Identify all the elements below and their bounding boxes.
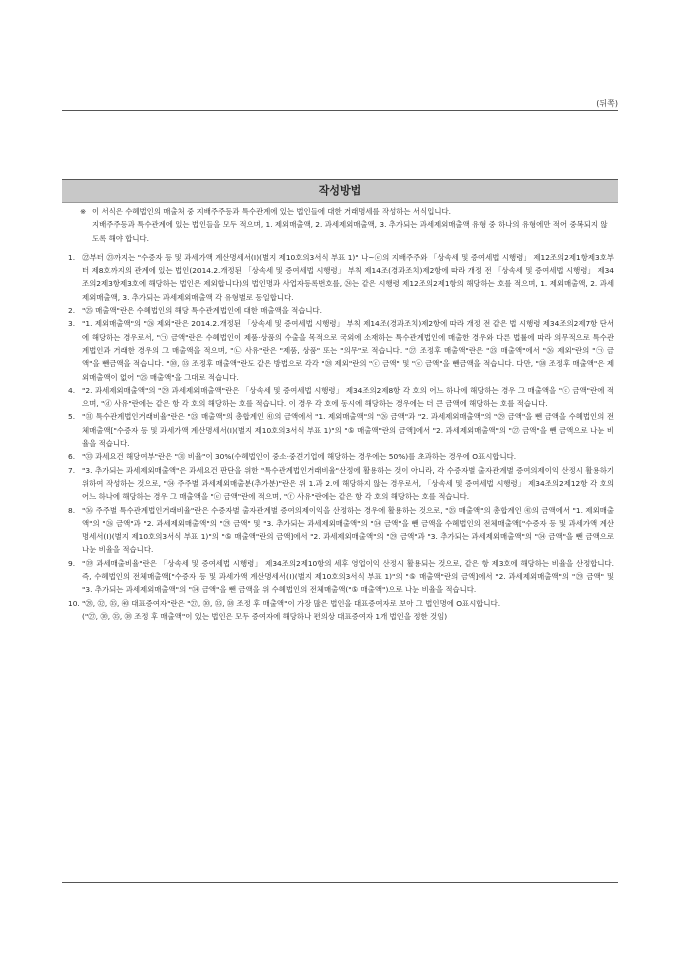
- list-item: [68, 384, 614, 411]
- item-number: 10.: [68, 598, 80, 608]
- intro-paragraph: [68, 205, 614, 245]
- item-number: 8.: [68, 505, 76, 515]
- item-text: "㊱ 주주별 특수관계법인거래비율"란은 수증자별 출자관계별 증여의제이익을 산정하는 경우에 활용하는 것으로, "㉕ 매출액"의 총합계인 ㊶의 금액에서 "1. 제외매출액"의 "㉖ 금액"과 "2. 과세제외매출액"의 "㉙ 금액" 및 "3. 추가되는 과세제외매출액"의 "㉞ 금액"을 뺀 금액을 수혜법인의 전체매출액["수증자 등 및 과세가액 계산명세서(Ⅰ)(별지 제10호의3서식 부표 1)"의 "⑤ 매출액"란의 금액]에서 "2. 과세제외매출액"의 "㉙ 금액"과 "3. 추가되는 과세제외매출액"의 "㉞ 금액"을 뺀 금액으로 나눈 비율을 적습니다.: [82, 505, 614, 555]
- item-text: "㉛ 특수관계법인거래비율"란은 "㉕ 매출액"의 총합계인 ㊶의 금액에서 "1. 제외매출액"의 "㉖ 금액"과 "2. 과세제외매출액"의 "㉙ 금액"을 뺀 금액을 수혜법인의 전체매출액["수증자 등 및 과세가액 계산명세서(Ⅰ)(별지 제10호의3서식 부표 1)"의 "⑤ 매출액"란의 금액]에서 "2. 과세제외매출액"의 "㉗ 금액"을 뺀 금액으로 나눈 비율을 적습니다.: [82, 412, 614, 449]
- section-title: 작성방법: [62, 179, 618, 203]
- item-number: 3.: [68, 319, 76, 329]
- item-text: "㉝ 과세요건 해당여부"란은 "㉛ 비율"이 30%(수혜법인이 중소·중견기업에 해당하는 경우에는 50%)를 초과하는 경우에 O표시합니다.: [82, 452, 517, 462]
- item-text: ㉒부터 ㉓까지는 "수증자 등 및 과세가액 계산명세서(Ⅰ)(별지 제10호의3서식 부표 1)" 나~ⓔ의 지배주주와 「상속세 및 증여세법 시행령」 제12조의2제1항제3호부터 제8호까지의 관계에 있는 법인(2014.2.개정된 「상속세 및 증여세법 시행령」 부칙 제14조(경과조치)제2항에 따라 개정 전 「상속세 및 증여세법 시행령」 제34조의2제3항제3호에 해당하는 법인은 제외합니다)의 법인명과 사업자등록번호를, ㉔는 같은 시행령 제12조의2제1항의 해당하는 호를 적으며, 1. 제외매출액, 2. 과세제외매출액, 3. 추가되는 과세제외매출액 각 유형별로 동일합니다.: [82, 252, 614, 302]
- bottom-divider: [62, 882, 618, 883]
- list-item: [68, 410, 614, 450]
- item-text: "3. 추가되는 과세제외매출액"은 과세요건 판단을 위한 "특수관계법인거래비율"산정에 활용하는 것이 아니라, 각 수증자별 출자관계별 증여의제이익 산정시 활용하기 위하여 작성하는 것으로, "㉞ 주주별 과세제외매출분(추가분)"란은 위 1.과 2.에 해당하지 않는 경우로서, 「상속세 및 증여세법 시행령」 제34조의2제12항 각 호의 어느 하나에 해당하는 경우 그 매출액을 "ⓔ 금액"란에 적으며, "ⓕ 사유"란에는 같은 항 각 호의 해당하는 호를 적습니다.: [82, 465, 614, 502]
- item-number: 2.: [68, 306, 76, 316]
- intro-line-1: 이 서식은 수혜법인의 매출처 중 지배주주등과 특수관계에 있는 법인들에 대한 거래명세를 작성하는 서식입니다.: [92, 207, 451, 216]
- intro-line-2: 지배주주등과 특수관계에 있는 법인들을 모두 적으며, 1. 제외매출액, 2. 과세제외매출액, 3. 추가되는 과세제외매출액 유형 중 하나의 유형에만 적어 중복되지 않도록 해야 합니다.: [92, 220, 608, 243]
- item-number: 6.: [68, 452, 76, 462]
- item-text: "㊴ 과세매출비율"란은 「상속세 및 증여세법 시행령」 제34조의2제10항의 세후 영업이익 산정시 활용되는 것으로, 같은 항 제3호에 해당하는 비율을 산정합니다. 즉, 수혜법인의 전체매출액["수증자 등 및 과세가액 계산명세서(Ⅰ)(별지 제10호의3서식 부표 1)"의 "⑤ 매출액"란의 금액]에서 "2. 과세제외매출액"의 "㉙ 금액" 및 "3. 추가되는 과세제외매출액"의 "㉞ 금액"을 뺀 금액을 위 수혜법인의 전체매출액("⑤ 매출액")으로 나눈 비율을 적습니다.: [82, 558, 614, 595]
- top-divider: [62, 110, 618, 111]
- footnote: ("㉗, ㉚, ㉟, ㊳ 조정 후 매출액"이 있는 법인은 모두 증여자에 해당하나 편의상 대표증여자 1개 법인을 정한 것임): [82, 611, 448, 621]
- list-item: [68, 317, 614, 383]
- list-item: [68, 450, 614, 463]
- item-text: "㉘, ㉜, ㉟, ㊵ 대표증여자"란은 "㉗, ㉚, ㉟, ㊳ 조정 후 매출액"이 가장 많은 법인을 대표증여자로 보아 그 법인명에 O표시합니다.: [82, 598, 501, 608]
- item-text: "㉕ 매출액"란은 수혜법인의 해당 특수관계법인에 대한 매출액을 적습니다.: [82, 306, 323, 316]
- page-side-note: (뒤쪽): [596, 99, 618, 108]
- note-mark: ※: [80, 207, 87, 216]
- instructions-body: [68, 205, 614, 623]
- list-item: [68, 504, 614, 557]
- item-text: "2. 과세제외매출액"의 "㉙ 과세제외매출액"란은 「상속세 및 증여세법 시행령」 제34조의2제8항 각 호의 어느 하나에 해당하는 경우 그 매출액을 "ⓒ 금액"란에 적으며, "ⓓ 사유"란에는 같은 항 각 호의 해당하는 호를 적습니다. 이 경우 각 호에 동시에 해당하는 경우에는 더 큰 금액에 해당하는 호를 적습니다.: [82, 385, 614, 409]
- item-text: "1. 제외매출액"의 "㉖ 제외"란은 2014.2.개정된 「상속세 및 증여세법 시행령」 부칙 제14조(경과조치)제2항에 따라 개정 전 같은 법 시행령 제34조의2제7항 단서에 해당하는 경우로서, "㉠ 금액"란은 수혜법인이 제품·상품의 수출을 목적으로 국외에 소재하는 특수관계법인에 매출한 경우와 다른 법률에 따라 의무적으로 특수관계법인과 거래한 경우의 그 매출액을 적으며, "㉡ 사유"란은 "제품, 상품" 또는 "의무"로 적습니다. "㉗ 조정후 매출액"란은 "㉕ 매출액"에서 "㉖ 제외"란의 "㉠ 금액"을 뺀금액을 적습니다. "㉚, ㉟ 조정후 매출액"란도 같은 방법으로 각각 "㉘ 제외"란의 "ⓒ 금액" 및 "ⓔ 금액"을 뺀금액을 적습니다. 다만, "㊳ 조정후 매출액"은 제외매출액이 없어 "㉕ 매출액"을 그대로 적습니다.: [82, 319, 614, 382]
- list-item: [68, 304, 614, 317]
- item-number: 4.: [68, 385, 76, 395]
- list-item: [68, 557, 614, 597]
- list-item: [68, 597, 614, 610]
- list-item: [68, 464, 614, 504]
- item-number: 9.: [68, 558, 76, 568]
- item-number: 5.: [68, 412, 76, 422]
- item-number: 1.: [68, 252, 76, 262]
- item-number: 7.: [68, 465, 76, 475]
- list-item: [68, 251, 614, 304]
